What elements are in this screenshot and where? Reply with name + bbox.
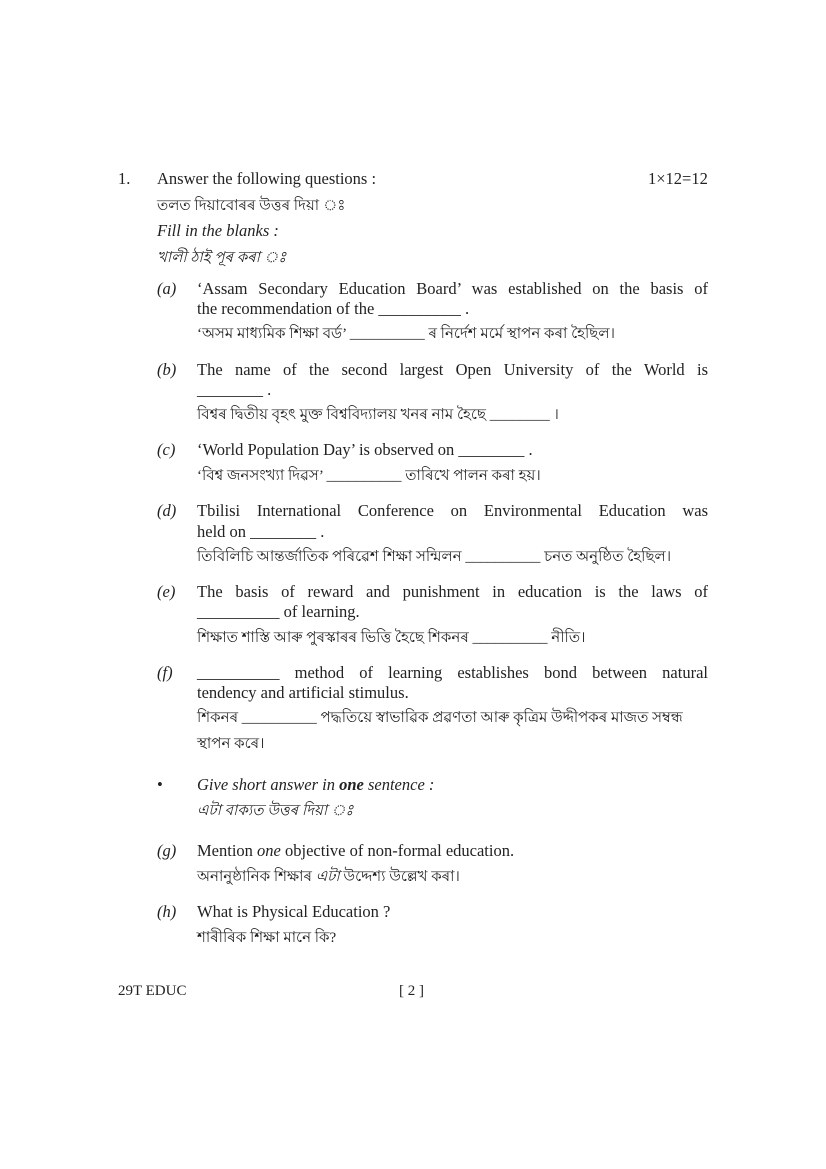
item-text: The basis of reward and punishment in education is the laws of bbox=[197, 582, 708, 601]
item-label: (e) bbox=[157, 582, 176, 601]
item-text-assamese: ‘বিশ্ব জনসংখ্যা দিৱস’ __________ তাৰিখে পালন কৰা হয়। bbox=[197, 468, 541, 484]
question-number: 1. bbox=[118, 169, 131, 188]
item-label: (f) bbox=[157, 663, 173, 682]
title-emphasis: one bbox=[339, 775, 364, 794]
item-label: (d) bbox=[157, 501, 177, 520]
fill-blanks-title-assamese: খালী ঠাই পূৰ কৰা ঃ bbox=[157, 250, 287, 266]
item-text: ________ . bbox=[197, 380, 272, 399]
item-text: held on ________ . bbox=[197, 522, 325, 541]
item-text-assamese: শাৰীৰিক শিক্ষা মানে কি? bbox=[197, 930, 337, 946]
item-text-assamese: তিবিলিচি আন্তৰ্জাতিক পৰিৱেশ শিক্ষা সন্মিলন __________ চনত অনুষ্ঠিত হৈছিল। bbox=[197, 549, 672, 565]
fill-blanks-title: Fill in the blanks : bbox=[157, 221, 279, 240]
paper-code: 29T EDUC bbox=[118, 983, 187, 999]
item-label: (a) bbox=[157, 279, 177, 298]
short-answer-title bbox=[197, 775, 434, 795]
text: অনানুষ্ঠানিক শিক্ষাৰ bbox=[197, 869, 316, 885]
item-text: __________ method of learning establishes bond between natural bbox=[197, 663, 708, 682]
question-marks: 1×12=12 bbox=[648, 169, 708, 188]
item-text: The name of the second largest Open University of the World is bbox=[197, 360, 708, 379]
title-text: Give short answer in bbox=[197, 775, 340, 794]
text: objective of non-formal education. bbox=[280, 841, 515, 860]
item-text-assamese: স্থাপন কৰে। bbox=[197, 736, 265, 752]
item-text bbox=[197, 841, 514, 861]
question-title-assamese: তলত দিয়াবোৰৰ উত্তৰ দিয়া ঃ bbox=[157, 198, 346, 214]
bullet: • bbox=[157, 775, 163, 794]
item-label: (b) bbox=[157, 360, 177, 379]
item-text: __________ of learning. bbox=[197, 602, 360, 621]
title-text: sentence : bbox=[363, 775, 435, 794]
item-label: (h) bbox=[157, 902, 177, 921]
item-text: What is Physical Education ? bbox=[197, 902, 391, 921]
item-text-assamese: শিক্ষাত শাস্তি আৰু পুৰস্কাৰৰ ভিত্তি হৈছে শিকনৰ __________ নীতি। bbox=[197, 630, 586, 646]
item-text: Tbilisi International Conference on Environmental Education was bbox=[197, 501, 708, 520]
item-text: tendency and artificial stimulus. bbox=[197, 683, 409, 702]
item-text-assamese bbox=[197, 867, 460, 887]
item-text-assamese: ‘অসম মাধ্যমিক শিক্ষা বৰ্ড’ __________ ৰ নিৰ্দেশ মৰ্মে স্থাপন কৰা হৈছিল। bbox=[197, 326, 615, 342]
text: Mention bbox=[197, 841, 258, 860]
item-label: (c) bbox=[157, 440, 176, 459]
item-text: the recommendation of the __________ . bbox=[197, 299, 470, 318]
emphasis: one bbox=[257, 841, 281, 860]
item-text-assamese: বিশ্বৰ দ্বিতীয় বৃহৎ মুক্ত বিশ্ববিদ্যালয় খনৰ নাম হৈছে ________ । bbox=[197, 407, 559, 423]
question-title: Answer the following questions : bbox=[157, 169, 377, 188]
item-text-assamese: শিকনৰ __________ পদ্ধতিয়ে স্বাভাৱিক প্ৰৱণতা আৰু কৃত্ৰিম উদ্দীপকৰ মাজত সম্বন্ধ bbox=[197, 710, 683, 726]
item-text: ‘World Population Day’ is observed on ________ . bbox=[197, 440, 533, 459]
emphasis: এটা bbox=[315, 869, 340, 885]
short-answer-title-assamese: এটা বাক্যত উত্তৰ দিয়া ঃ bbox=[197, 803, 354, 819]
text: উদ্দেশ্য উল্লেখ কৰা। bbox=[339, 869, 460, 885]
item-label: (g) bbox=[157, 841, 177, 860]
item-text: ‘Assam Secondary Education Board’ was established on the basis of bbox=[197, 279, 708, 298]
page-number: [ 2 ] bbox=[399, 983, 424, 999]
